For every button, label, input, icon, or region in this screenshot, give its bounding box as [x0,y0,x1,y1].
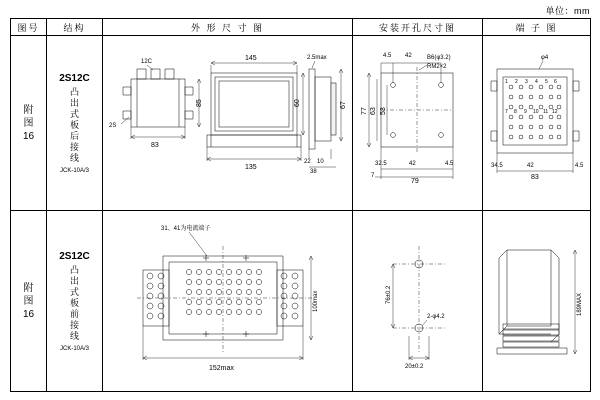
svg-text:34.5: 34.5 [491,162,503,169]
svg-text:135: 135 [245,163,257,171]
row2-id-line2: 图 [23,295,34,307]
row1-mounting-drawing [353,36,483,211]
svg-text:42: 42 [405,52,412,59]
svg-text:10: 10 [533,108,539,115]
svg-text:1: 1 [505,78,508,85]
svg-text:10: 10 [317,158,324,165]
row2-terminal-drawing [483,211,591,392]
row1-structure-sub: JCK-10A/3 [59,167,89,174]
svg-text:7: 7 [371,172,375,179]
header-mounting-dims: 安装开孔尺寸图 [353,19,483,36]
table-row [11,36,591,211]
row2-outline-drawing [103,211,353,392]
svg-text:100max: 100max [313,290,319,312]
svg-text:63: 63 [370,106,377,115]
svg-text:11: 11 [543,108,549,115]
svg-text:31、41为电流端子: 31、41为电流端子 [161,225,211,232]
svg-text:67: 67 [340,100,347,109]
row2-structure-code: 2S12C [59,250,90,262]
svg-text:83: 83 [151,141,159,149]
svg-text:4.5: 4.5 [575,162,584,169]
svg-text:152max: 152max [209,364,234,372]
svg-text:12C: 12C [141,58,153,65]
svg-text:85: 85 [196,98,203,107]
svg-text:76±0.2: 76±0.2 [386,285,392,304]
svg-text:4: 4 [535,78,538,85]
row2-structure-sub: JCK-10A/3 [59,345,89,352]
svg-text:2-φ4.2: 2-φ4.2 [427,313,445,320]
svg-text:7: 7 [505,108,508,115]
row1-id-line1: 附 [23,104,34,116]
unit-note: 单位：mm [545,6,590,16]
svg-text:2S: 2S [109,122,117,129]
svg-text:53: 53 [380,106,387,115]
svg-text:145: 145 [245,54,257,62]
svg-text:2.5max: 2.5max [307,54,327,61]
dimension-table [10,18,591,392]
row2-id-line3: 16 [22,308,35,320]
svg-text:22: 22 [304,158,311,165]
row2-drawing-no [11,211,47,392]
row2-structure-text: 凸出式板前接线 [69,264,79,341]
header-terminal-diagram: 端 子 图 [483,19,591,36]
svg-text:42: 42 [527,162,534,169]
svg-text:189MAX: 189MAX [577,292,583,316]
svg-text:5: 5 [545,78,548,85]
svg-text:4.5: 4.5 [445,160,454,167]
svg-text:6: 6 [554,78,557,85]
row2-structure [47,211,103,392]
row1-structure-text: 凸出式板后接线 [69,86,79,163]
table-header-row [11,19,591,36]
svg-text:B6(φ3.2): B6(φ3.2) [427,54,451,61]
svg-text:4.5: 4.5 [383,52,392,59]
table-row [11,211,591,392]
row1-drawing-no [11,36,47,211]
svg-text:38: 38 [310,168,317,175]
row1-terminal-drawing [483,36,591,211]
svg-text:60: 60 [294,98,301,107]
row1-outline-drawing [103,36,353,211]
svg-text:83: 83 [531,173,539,181]
svg-text:77: 77 [361,106,368,115]
row1-id-line2: 图 [23,117,34,129]
svg-text:9: 9 [524,108,527,115]
svg-text:2: 2 [515,78,518,85]
svg-text:12: 12 [552,108,558,115]
svg-text:79: 79 [411,177,419,185]
svg-text:RM2×2: RM2×2 [427,63,447,70]
svg-text:3: 3 [525,78,528,85]
row2-mounting-drawing [353,211,483,392]
row1-structure-code: 2S12C [59,72,90,84]
row1-id-line3: 16 [22,130,35,142]
svg-text:32.5: 32.5 [375,160,387,167]
row2-id-line1: 附 [23,282,34,294]
header-outline-dims: 外 形 尺 寸 图 [103,19,353,36]
header-drawing-no: 图号 [11,19,47,36]
svg-text:42: 42 [409,160,416,167]
row1-structure [47,36,103,211]
svg-text:φ4: φ4 [541,54,549,61]
header-structure: 结构 [47,19,103,36]
svg-text:20±0.2: 20±0.2 [405,363,424,370]
svg-text:8: 8 [514,108,517,115]
